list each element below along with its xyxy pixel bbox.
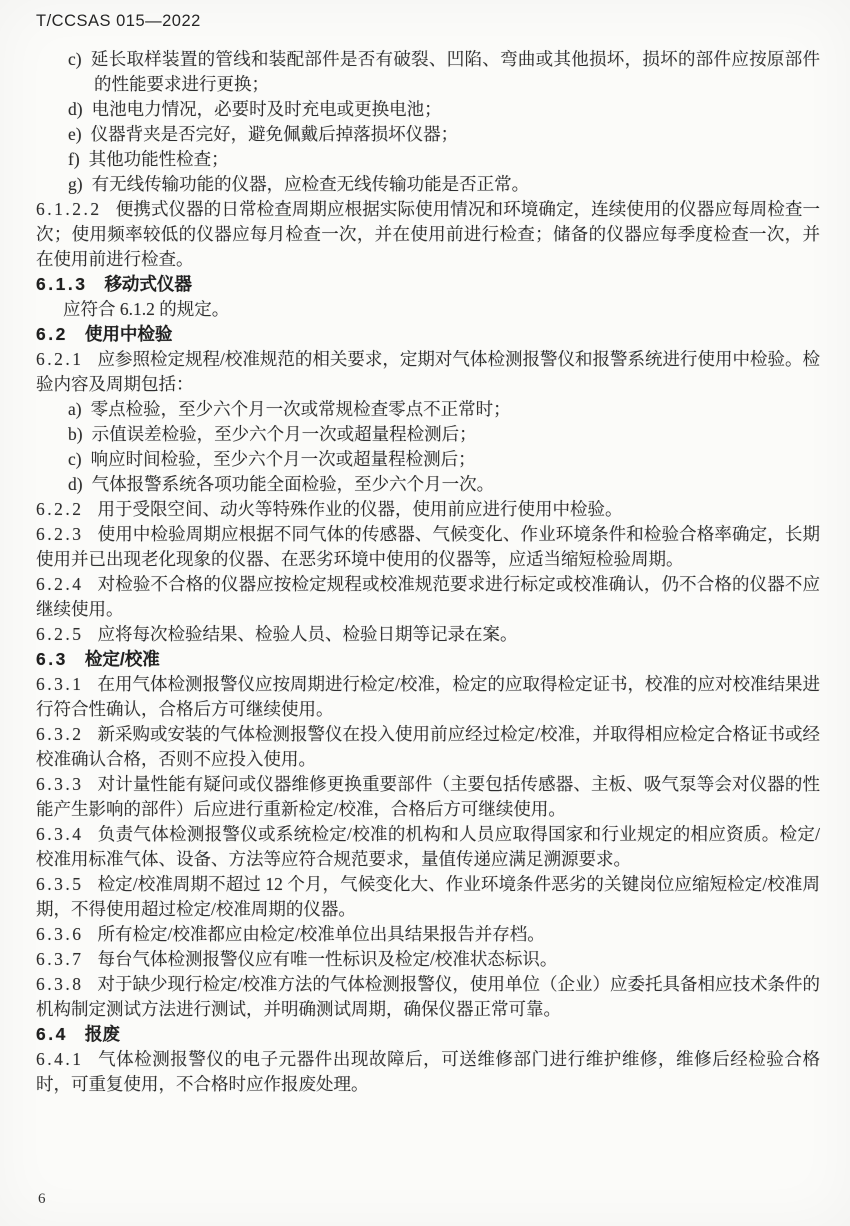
list-item xyxy=(36,47,820,97)
list-item xyxy=(36,397,820,422)
clause-paragraph xyxy=(36,872,820,922)
heading-number: 6.3 xyxy=(36,649,68,669)
clause-number: 6.2.1 xyxy=(36,349,84,369)
list-item-marker: e) xyxy=(68,124,82,144)
clause-text: 在用气体检测报警仪应按周期进行检定/校准，检定的应取得检定证书，校准的应对校准结果进行符合性确认，合格后方可继续使用。 xyxy=(36,674,820,719)
clause-text: 对检验不合格的仪器应按检定规程或校准规范要求进行标定或校准确认，仍不合格的仪器不应继续使用。 xyxy=(36,574,820,619)
clause-number: 6.3.4 xyxy=(36,824,84,844)
clause-number: 6.3.7 xyxy=(36,949,84,969)
heading-text: 移动式仪器 xyxy=(104,274,192,294)
indented-paragraph xyxy=(36,297,820,322)
clause-number: 6.3.2 xyxy=(36,724,84,744)
clause-number: 6.3.6 xyxy=(36,924,84,944)
list-item-text: 仪器背夹是否完好，避免佩戴后掉落损坏仪器； xyxy=(90,124,459,144)
clause-number: 6.3.8 xyxy=(36,974,84,994)
clause-paragraph xyxy=(36,772,820,822)
section-heading-level2 xyxy=(36,647,820,672)
section-heading-level2 xyxy=(36,1022,820,1047)
clause-text: 用于受限空间、动火等特殊作业的仪器，使用前应进行使用中检验。 xyxy=(97,499,623,519)
clause-number: 6.3.1 xyxy=(36,674,84,694)
clause-text: 对于缺少现行检定/校准方法的气体检测报警仪，使用单位（企业）应委托具备相应技术条件的机构制定测试方法进行测试，并明确测试周期，确保仪器正常可靠。 xyxy=(36,974,820,1019)
clause-number: 6.2.2 xyxy=(36,499,84,519)
heading-number: 6.2 xyxy=(36,324,68,344)
heading-number: 6.1.3 xyxy=(36,274,88,294)
clause-text: 便携式仪器的日常检查周期应根据实际使用情况和环境确定，连续使用的仪器应每周检查一次；使用频率较低的仪器应每月检查一次，并在使用前进行检查；储备的仪器应每季度检查一次，并在使用前进行检查。 xyxy=(36,199,820,269)
list-item-text: 电池电力情况，必要时及时充电或更换电池； xyxy=(91,99,442,119)
clause-text: 检定/校准周期不超过 12 个月，气候变化大、作业环境条件恶劣的关键岗位应缩短检定/校准周期，不得使用超过检定/校准周期的仪器。 xyxy=(36,874,820,919)
clause-text: 对计量性能有疑问或仪器维修更换重要部件（主要包括传感器、主板、吸气泵等会对仪器的性能产生影响的部件）后应进行重新检定/校准，合格后方可继续使用。 xyxy=(36,774,820,819)
clause-paragraph xyxy=(36,497,820,522)
clause-paragraph xyxy=(36,347,820,397)
list-item xyxy=(36,422,820,447)
page-number: 6 xyxy=(38,1191,46,1207)
page-inner xyxy=(36,10,820,1097)
list-item xyxy=(36,472,820,497)
clause-paragraph xyxy=(36,822,820,872)
clause-text: 所有检定/校准都应由检定/校准单位出具结果报告并存档。 xyxy=(97,924,545,944)
clause-text: 应参照检定规程/校准规范的相关要求，定期对气体检测报警仪和报警系统进行使用中检验。检验内容及周期包括： xyxy=(36,349,820,394)
clause-number: 6.2.5 xyxy=(36,624,84,644)
list-item xyxy=(36,122,820,147)
heading-text: 检定/校准 xyxy=(84,649,160,669)
clause-number: 6.4.1 xyxy=(36,1049,84,1069)
clause-text: 气体检测报警仪的电子元器件出现故障后，可送维修部门进行维护维修，维修后经检验合格时，可重复使用，不合格时应作报废处理。 xyxy=(36,1049,820,1094)
list-item-text: 零点检验，至少六个月一次或常规检查零点不正常时； xyxy=(90,399,511,419)
list-item-text: 其他功能性检查； xyxy=(88,149,229,169)
clause-number: 6.2.3 xyxy=(36,524,84,544)
list-item-marker: g) xyxy=(68,174,83,194)
clause-number: 6.3.3 xyxy=(36,774,84,794)
list-item-marker: b) xyxy=(68,424,83,444)
clause-paragraph xyxy=(36,572,820,622)
document-body xyxy=(36,47,820,1097)
clause-text: 新采购或安装的气体检测报警仪在投入使用前应经过检定/校准，并取得相应检定合格证书或经校准确认合格，否则不应投入使用。 xyxy=(36,724,820,769)
page-header-standard-code: T/CCSAS 015—2022 xyxy=(36,12,201,30)
list-item-marker: a) xyxy=(68,399,82,419)
list-item-marker: f) xyxy=(68,149,80,169)
clause-paragraph xyxy=(36,947,820,972)
list-item-marker: c) xyxy=(68,449,82,469)
heading-text: 报废 xyxy=(84,1024,120,1044)
list-item-text: 响应时间检验，至少六个月一次或超量程检测后； xyxy=(90,449,476,469)
list-item-text: 气体报警系统各项功能全面检验，至少六个月一次。 xyxy=(91,474,495,494)
list-item-text: 有无线传输功能的仪器，应检查无线传输功能是否正常。 xyxy=(91,174,530,194)
list-item xyxy=(36,147,820,172)
list-item xyxy=(36,97,820,122)
clause-number: 6.3.5 xyxy=(36,874,84,894)
clause-paragraph xyxy=(36,972,820,1022)
section-heading-level3 xyxy=(36,272,820,297)
list-item-text: 示值误差检验，至少六个月一次或超量程检测后； xyxy=(91,424,477,444)
clause-paragraph xyxy=(36,672,820,722)
list-item-text: 延长取样装置的管线和装配部件是否有破裂、凹陷、弯曲或其他损坏，损坏的部件应按原部件的性能要求进行更换； xyxy=(90,49,820,94)
clause-paragraph xyxy=(36,1047,820,1097)
clause-paragraph xyxy=(36,522,820,572)
clause-text: 使用中检验周期应根据不同气体的传感器、气候变化、作业环境条件和检验合格率确定，长期使用并已出现老化现象的仪器、在恶劣环境中使用的仪器等，应适当缩短检验周期。 xyxy=(36,524,820,569)
clause-text: 负责气体检测报警仪或系统检定/校准的机构和人员应取得国家和行业规定的相应资质。检定/校准用标准气体、设备、方法等应符合规范要求，量值传递应满足溯源要求。 xyxy=(36,824,820,869)
heading-text: 使用中检验 xyxy=(84,324,173,344)
clause-paragraph xyxy=(36,197,820,272)
list-item xyxy=(36,172,820,197)
clause-text: 每台气体检测报警仪应有唯一性标识及检定/校准状态标识。 xyxy=(97,949,558,969)
clause-paragraph xyxy=(36,622,820,647)
list-item-marker: d) xyxy=(68,99,83,119)
list-item-marker: c) xyxy=(68,49,82,69)
clause-paragraph xyxy=(36,922,820,947)
clause-text: 应将每次检验结果、检验人员、检验日期等记录在案。 xyxy=(97,624,518,644)
paragraph-text: 应符合 6.1.2 的规定。 xyxy=(63,299,230,319)
list-item-marker: d) xyxy=(68,474,83,494)
clause-number: 6.2.4 xyxy=(36,574,84,594)
clause-paragraph xyxy=(36,722,820,772)
clause-number: 6.1.2.2 xyxy=(36,199,102,219)
heading-number: 6.4 xyxy=(36,1024,68,1044)
list-item xyxy=(36,447,820,472)
section-heading-level2 xyxy=(36,322,820,347)
